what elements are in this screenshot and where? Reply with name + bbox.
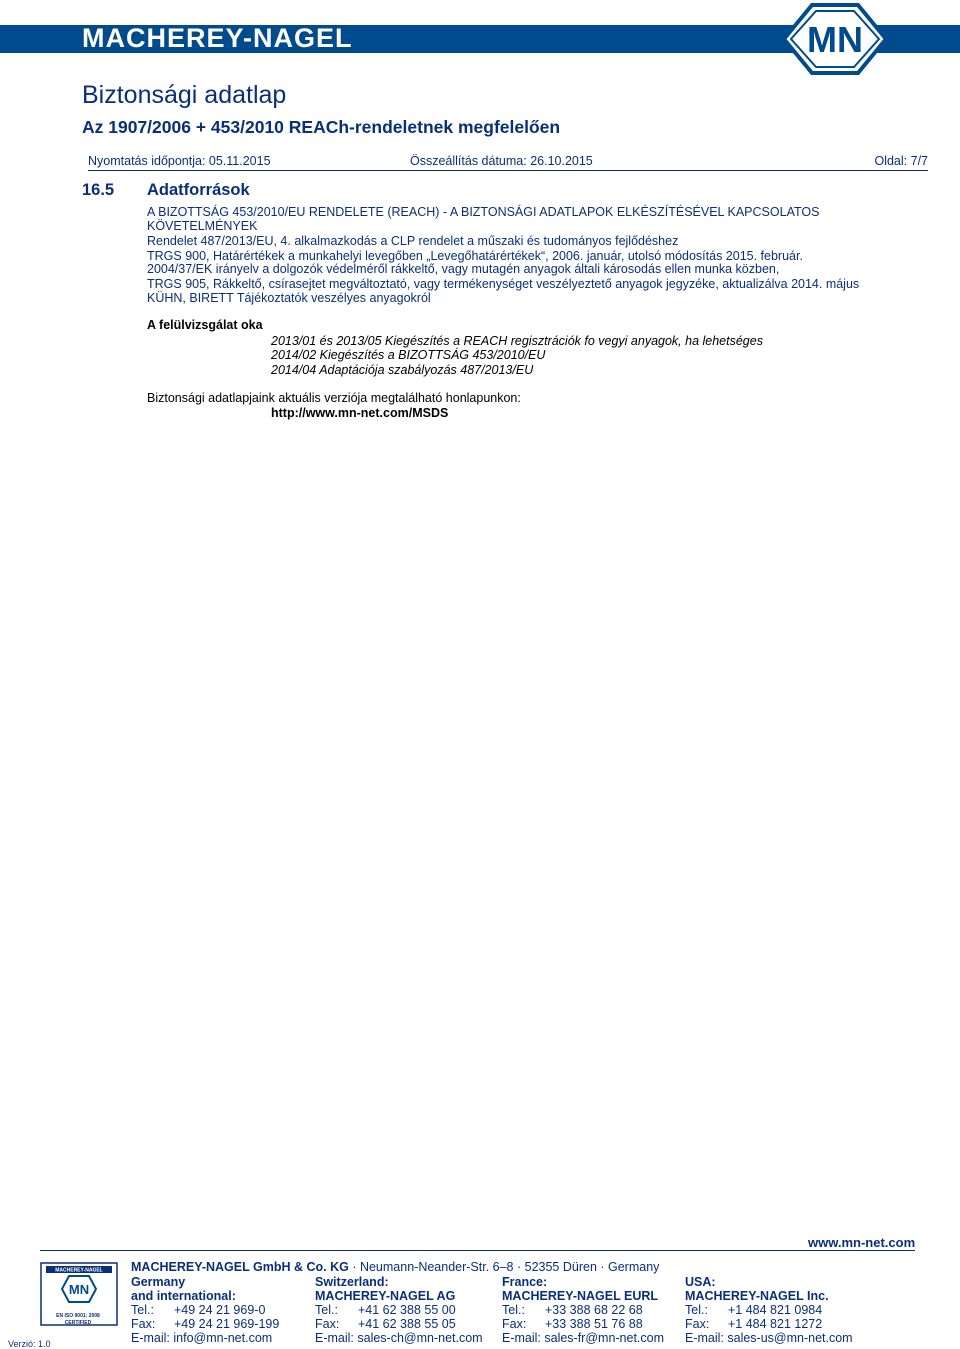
review-item: 2014/02 Kiegészítés a BIZOTTSÁG 453/2010/EU xyxy=(271,348,546,362)
contact-subheading: MACHEREY-NAGEL AG xyxy=(315,1289,456,1303)
fax-number: +33 388 51 76 88 xyxy=(545,1317,643,1331)
contact-tel xyxy=(502,1303,664,1317)
print-date: Nyomtatás időpontja: 05.11.2015 xyxy=(88,154,271,168)
section-title: Adatforrások xyxy=(147,181,250,199)
fax-label: Fax: xyxy=(315,1317,340,1331)
contact-switzerland xyxy=(315,1275,483,1345)
fax-number: +1 484 821 1272 xyxy=(728,1317,823,1331)
tel-number: +41 62 388 55 00 xyxy=(358,1303,456,1317)
review-reason-label: A felülvizsgálat oka xyxy=(147,318,263,332)
contact-subheading: MACHEREY-NAGEL EURL xyxy=(502,1289,659,1303)
contact-germany xyxy=(131,1275,279,1345)
document-subtitle: Az 1907/2006 + 453/2010 REACh-rendeletnek megfelelően xyxy=(82,117,561,137)
msds-link[interactable]: http://www.mn-net.com/MSDS xyxy=(271,406,449,420)
footer-divider xyxy=(40,1250,915,1251)
contact-usa xyxy=(685,1275,853,1345)
tel-label: Tel.: xyxy=(685,1303,708,1317)
meta-row xyxy=(88,152,928,172)
version-label: Verzió: 1.0 xyxy=(8,1339,51,1349)
source-line: Rendelet 487/2013/EU, 4. alkalmazkodás a CLP rendelet a műszaki és tudományos fejlődéshez xyxy=(147,234,679,248)
cert-standard: EN ISO 9001: 2008 xyxy=(56,1313,100,1319)
fax-label: Fax: xyxy=(502,1317,527,1331)
tel-number: +49 24 21 969-0 xyxy=(174,1303,266,1317)
contact-tel xyxy=(131,1303,279,1317)
contact-fax xyxy=(131,1317,279,1331)
contact-subheading: MACHEREY-NAGEL Inc. xyxy=(685,1289,829,1303)
contact-france xyxy=(502,1275,664,1345)
contact-tel xyxy=(685,1303,853,1317)
contact-heading: Germany xyxy=(131,1275,186,1289)
contact-heading: France: xyxy=(502,1275,548,1289)
brand-wordmark: MACHEREY-NAGEL xyxy=(82,23,353,53)
page-number: Oldal: 7/7 xyxy=(874,154,928,168)
compile-date: Összeállítás dátuma: 26.10.2015 xyxy=(410,154,593,168)
fax-number: +49 24 21 969-199 xyxy=(174,1317,280,1331)
source-line: 2004/37/EK irányelv a dolgozók védelméről rákkeltő, vagy mutagén anyagok általi károsodás ellen munka közben, xyxy=(147,262,780,276)
contact-email[interactable]: E-mail: sales-ch@mn-net.com xyxy=(315,1331,483,1345)
cert-brand: MACHEREY-NAGEL xyxy=(55,1267,103,1274)
contact-email[interactable]: E-mail: sales-us@mn-net.com xyxy=(685,1331,853,1345)
cert-status: CERTIFIED xyxy=(64,1320,92,1326)
contact-email[interactable]: E-mail: info@mn-net.com xyxy=(131,1331,273,1345)
source-line: TRGS 905, Rákkeltő, csírasejtet megváltoztató, vagy termékenységet veszélyeztető anyagok jegyzéke, aktualizálva 2014. május xyxy=(147,277,860,291)
mn-logo-icon xyxy=(782,3,888,75)
review-item: 2014/04 Adaptációja szabályozás 487/2013/EU xyxy=(271,363,534,377)
contact-email[interactable]: E-mail: sales-fr@mn-net.com xyxy=(502,1331,665,1345)
company-address: · Neumann-Neander-Str. 6–8 · 52355 Düren · Germany xyxy=(348,1260,660,1274)
review-item: 2013/01 és 2013/05 Kiegészítés a REACH regisztrációk fo vegyi anyagok, ha lehetséges xyxy=(271,334,763,348)
cert-logo-text: MN xyxy=(68,1282,90,1297)
source-line: KÖVETELMÉNYEK xyxy=(147,219,258,233)
document-title: Biztonsági adatlap xyxy=(82,81,287,109)
source-line: TRGS 900, Határértékek a munkahelyi levegőben „Levegőhatárértékek“, 2006. január, utolsó módosítás 2015. február. xyxy=(147,249,803,263)
tel-label: Tel.: xyxy=(502,1303,525,1317)
footer-website-link[interactable]: www.mn-net.com xyxy=(808,1235,916,1250)
source-line: A BIZOTTSÁG 453/2010/EU RENDELETE (REACH) - A BIZTONSÁGI ADATLAPOK ELKÉSZÍTÉSÉVEL KAPCSOLATOS xyxy=(147,205,820,219)
tel-number: +33 388 68 22 68 xyxy=(545,1303,643,1317)
contact-tel xyxy=(315,1303,483,1317)
company-line xyxy=(131,1260,659,1274)
company-name: MACHEREY-NAGEL GmbH & Co. KG xyxy=(131,1260,349,1274)
fax-label: Fax: xyxy=(131,1317,156,1331)
tel-label: Tel.: xyxy=(315,1303,338,1317)
fax-label: Fax: xyxy=(685,1317,710,1331)
contact-fax xyxy=(685,1317,853,1331)
fax-number: +41 62 388 55 05 xyxy=(358,1317,456,1331)
contact-fax xyxy=(315,1317,483,1331)
source-line: KÜHN, BIRETT Tájékoztatók veszélyes anyagokról xyxy=(147,291,431,305)
contact-heading: USA: xyxy=(685,1275,716,1289)
msds-note: Biztonsági adatlapjaink aktuális verziója megtalálható honlapunkon: xyxy=(147,391,521,405)
section-number: 16.5 xyxy=(82,181,115,199)
tel-number: +1 484 821 0984 xyxy=(728,1303,823,1317)
contact-heading: Switzerland: xyxy=(315,1275,389,1289)
contact-subheading: and international: xyxy=(131,1289,236,1303)
logo-text: MN xyxy=(807,19,863,60)
contact-fax xyxy=(502,1317,664,1331)
tel-label: Tel.: xyxy=(131,1303,154,1317)
header-divider xyxy=(88,170,928,171)
